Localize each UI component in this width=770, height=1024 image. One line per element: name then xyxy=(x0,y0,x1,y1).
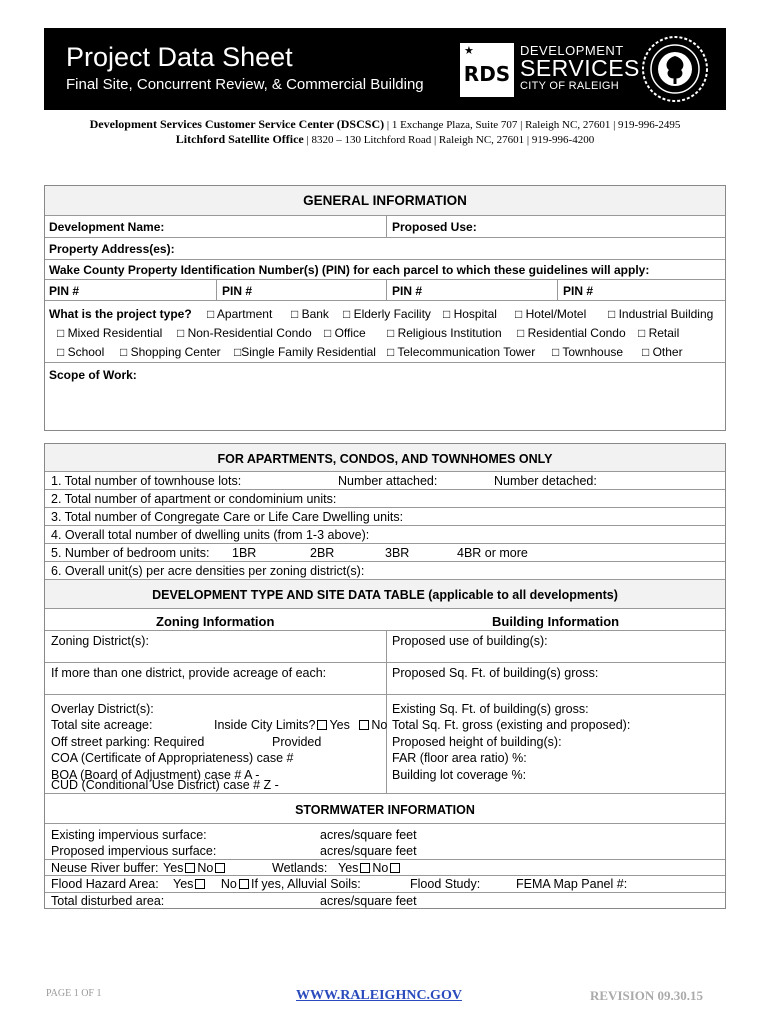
type-retail[interactable]: □ Retail xyxy=(638,326,680,340)
q5-3br: 3BR xyxy=(385,546,410,560)
apartments-q5-row xyxy=(45,544,725,562)
page-title: Project Data Sheet xyxy=(66,42,293,72)
apartments-q3-row xyxy=(45,508,725,526)
neuse-no-label: No xyxy=(197,861,214,875)
inside-city-no-checkbox[interactable] xyxy=(359,720,369,730)
devtable-heading: DEVELOPMENT TYPE AND SITE DATA TABLE (applicable to all developments) xyxy=(45,580,725,609)
inside-city-limits xyxy=(214,719,387,732)
apartments-heading: FOR APARTMENTS, CONDOS, AND TOWNHOMES ONLY xyxy=(45,444,725,472)
city-seal-icon xyxy=(640,34,710,104)
rds-logo xyxy=(460,43,514,97)
zoning-district-row xyxy=(45,630,725,663)
devtable-subheadings xyxy=(45,609,725,632)
far-label: FAR (floor area ratio) %: xyxy=(392,751,527,765)
type-residential-condo[interactable]: □ Residential Condo xyxy=(517,326,626,340)
inside-city-yes-checkbox[interactable] xyxy=(317,720,327,730)
pin-label-3: PIN # xyxy=(392,284,423,298)
litchford-name: Litchford Satellite Office xyxy=(175,132,304,146)
q5-bedroom-units: 5. Number of bedroom units: xyxy=(51,546,210,560)
pin-row xyxy=(45,280,725,301)
flood-hazard-options xyxy=(173,878,251,891)
star-icon: ★ xyxy=(464,44,474,57)
apartments-q6-row xyxy=(45,562,725,580)
proposed-impervious-units: acres/square feet xyxy=(320,844,417,858)
parking-provided-label: Provided xyxy=(272,735,322,749)
neuse-yes-checkbox[interactable] xyxy=(185,863,195,873)
existing-impervious-units: acres/square feet xyxy=(320,828,417,842)
coa-label: COA (Certificate of Appropriateness) case # xyxy=(51,751,294,765)
wetlands-yes-label: Yes xyxy=(338,861,359,875)
type-school[interactable]: □ School xyxy=(57,345,105,359)
type-religious-institution[interactable]: □ Religious Institution xyxy=(387,326,502,340)
pin-question-row xyxy=(45,260,725,280)
proposed-use-building-label: Proposed use of building(s): xyxy=(392,634,548,648)
proposed-sqft-label: Proposed Sq. Ft. of building(s) gross: xyxy=(392,666,599,680)
type-apartment[interactable]: □ Apartment xyxy=(207,307,273,321)
wetlands-no-label: No xyxy=(372,861,389,875)
proposed-impervious-label: Proposed impervious surface: xyxy=(51,844,217,858)
q6-density: 6. Overall unit(s) per acre densities per zoning district(s): xyxy=(51,564,365,578)
off-street-parking-label: Off street parking: Required xyxy=(51,735,205,749)
cud-label: CUD (Conditional Use District) case # Z - xyxy=(51,778,279,792)
property-address-row xyxy=(45,238,725,260)
q1-number-detached: Number detached: xyxy=(494,474,597,488)
litchford-address: | 8320 – 130 Litchford Road | Raleigh NC, 27601 | 919-996-4200 xyxy=(303,134,595,146)
type-townhouse[interactable]: □ Townhouse xyxy=(552,345,624,359)
wetlands-options xyxy=(338,862,402,875)
inside-city-limits-label: Inside City Limits? xyxy=(214,718,316,732)
type-elderly-facility[interactable]: □ Elderly Facility xyxy=(343,307,431,321)
type-industrial-building[interactable]: □ Industrial Building xyxy=(608,307,714,321)
inside-city-no-label: No xyxy=(371,718,388,732)
development-services-logo xyxy=(520,44,640,92)
lot-coverage-label: Building lot coverage %: xyxy=(392,768,527,782)
type-non-residential-condo[interactable]: □ Non-Residential Condo xyxy=(177,326,312,340)
q5-2br: 2BR xyxy=(310,546,335,560)
q5-4br: 4BR or more xyxy=(457,546,528,560)
fema-map-panel-label: FEMA Map Panel #: xyxy=(516,877,628,891)
apartments-q2-row xyxy=(45,490,725,508)
dscsc-address: | 1 Exchange Plaza, Suite 707 | Raleigh NC, 27601 | 919-996-2495 xyxy=(384,119,681,131)
pin-question-label: Wake County Property Identification Number(s) (PIN) for each parcel to which these guidelines will apply: xyxy=(49,263,650,277)
existing-impervious-label: Existing impervious surface: xyxy=(51,828,207,842)
type-single-family-residential[interactable]: □Single Family Residential xyxy=(234,345,376,359)
q1-number-attached: Number attached: xyxy=(338,474,438,488)
revision-label: REVISION 09.30.15 xyxy=(590,988,704,1003)
type-shopping-center[interactable]: □ Shopping Center xyxy=(120,345,221,359)
stormwater-heading: STORMWATER INFORMATION xyxy=(45,794,725,824)
header-banner xyxy=(44,28,726,110)
neuse-no-checkbox[interactable] xyxy=(215,863,225,873)
scope-of-work-label: Scope of Work: xyxy=(49,368,137,382)
more-than-one-district-label: If more than one district, provide acreage of each: xyxy=(51,666,327,680)
q2-apartment-units: 2. Total number of apartment or condominium units: xyxy=(51,492,337,506)
building-information-heading: Building Information xyxy=(492,614,620,629)
type-hospital[interactable]: □ Hospital xyxy=(443,307,497,321)
flood-yes-checkbox[interactable] xyxy=(195,879,205,889)
q1-townhouse-lots: 1. Total number of townhouse lots: xyxy=(51,474,242,488)
proposed-height-label: Proposed height of building(s): xyxy=(392,735,562,749)
pin-label-2: PIN # xyxy=(222,284,253,298)
general-heading: GENERAL INFORMATION xyxy=(45,186,725,216)
apartments-q1-row xyxy=(45,472,725,490)
development-name-row xyxy=(45,216,725,238)
site-acreage-label: Total site acreage: xyxy=(51,718,153,732)
flood-no-checkbox[interactable] xyxy=(239,879,249,889)
type-telecommunication-tower[interactable]: □ Telecommunication Tower xyxy=(387,345,536,359)
neuse-wetlands-row xyxy=(45,859,725,876)
neuse-yes-label: Yes xyxy=(163,861,184,875)
dscsc-contact xyxy=(0,117,770,132)
property-address-label: Property Address(es): xyxy=(49,242,175,256)
logo-line-2: SERVICES xyxy=(520,55,640,81)
type-office[interactable]: □ Office xyxy=(324,326,366,340)
more-than-one-district-row xyxy=(45,663,725,695)
disturbed-area-units: acres/square feet xyxy=(320,894,417,908)
apartments-q4-row xyxy=(45,526,725,544)
flood-hazard-label: Flood Hazard Area: xyxy=(51,877,159,891)
rds-logo-text: RDS xyxy=(463,62,511,86)
q3-congregate-care: 3. Total number of Congregate Care or Life Care Dwelling units: xyxy=(51,510,404,524)
development-name-label: Development Name: xyxy=(49,220,165,234)
dscsc-name: Development Services Customer Service Center (DSCSC) xyxy=(89,117,385,131)
boa-label: BOA (Board of Adjustment) case # A - xyxy=(51,768,260,782)
proposed-use-label: Proposed Use: xyxy=(392,220,477,234)
total-sqft-label: Total Sq. Ft. gross (existing and proposed): xyxy=(392,718,631,732)
overlay-district-label: Overlay District(s): xyxy=(51,702,154,716)
alluvial-soils-label: If yes, Alluvial Soils: xyxy=(251,877,361,891)
disturbed-area-row xyxy=(45,893,725,909)
type-hotel-motel[interactable]: □ Hotel/Motel xyxy=(515,307,587,321)
neuse-river-buffer-label: Neuse River buffer: xyxy=(51,861,159,875)
logo-line-1: DEVELOPMENT xyxy=(520,43,624,58)
type-other[interactable]: □ Other xyxy=(642,345,683,359)
page-subtitle: Final Site, Concurrent Review, & Commercial Building xyxy=(66,76,424,93)
scope-of-work-row[interactable] xyxy=(45,363,725,430)
flood-yes-label: Yes xyxy=(173,877,194,891)
type-bank[interactable]: □ Bank xyxy=(291,307,329,321)
page-number: PAGE 1 OF 1 xyxy=(46,988,102,999)
wetlands-label: Wetlands: xyxy=(272,861,328,875)
inside-city-yes-label: Yes xyxy=(329,718,350,732)
project-type-row xyxy=(45,301,725,363)
general-information-section xyxy=(44,185,726,431)
logo-line-3: CITY OF RALEIGH xyxy=(520,80,620,92)
cud-row xyxy=(45,777,725,794)
disturbed-area-label: Total disturbed area: xyxy=(51,894,165,908)
apartments-section xyxy=(44,443,726,909)
pin-label-4: PIN # xyxy=(563,284,594,298)
flood-no-label: No xyxy=(220,877,237,891)
wetlands-no-checkbox[interactable] xyxy=(390,863,400,873)
q4-total-dwelling-units: 4. Overall total number of dwelling units (from 1-3 above): xyxy=(51,528,370,542)
neuse-options xyxy=(163,862,227,875)
type-mixed-residential[interactable]: □ Mixed Residential xyxy=(57,326,163,340)
website-link[interactable]: WWW.RALEIGHNC.GOV xyxy=(296,988,462,1003)
flood-study-label: Flood Study: xyxy=(410,877,481,891)
q5-1br: 1BR xyxy=(232,546,257,560)
zoning-district-label: Zoning District(s): xyxy=(51,634,149,648)
zoning-information-heading: Zoning Information xyxy=(156,614,275,629)
flood-hazard-row xyxy=(45,876,725,893)
wetlands-yes-checkbox[interactable] xyxy=(360,863,370,873)
pin-label-1: PIN # xyxy=(49,284,80,298)
project-type-question: What is the project type? xyxy=(49,307,192,321)
litchford-contact xyxy=(0,132,770,147)
existing-sqft-label: Existing Sq. Ft. of building(s) gross: xyxy=(392,702,589,716)
